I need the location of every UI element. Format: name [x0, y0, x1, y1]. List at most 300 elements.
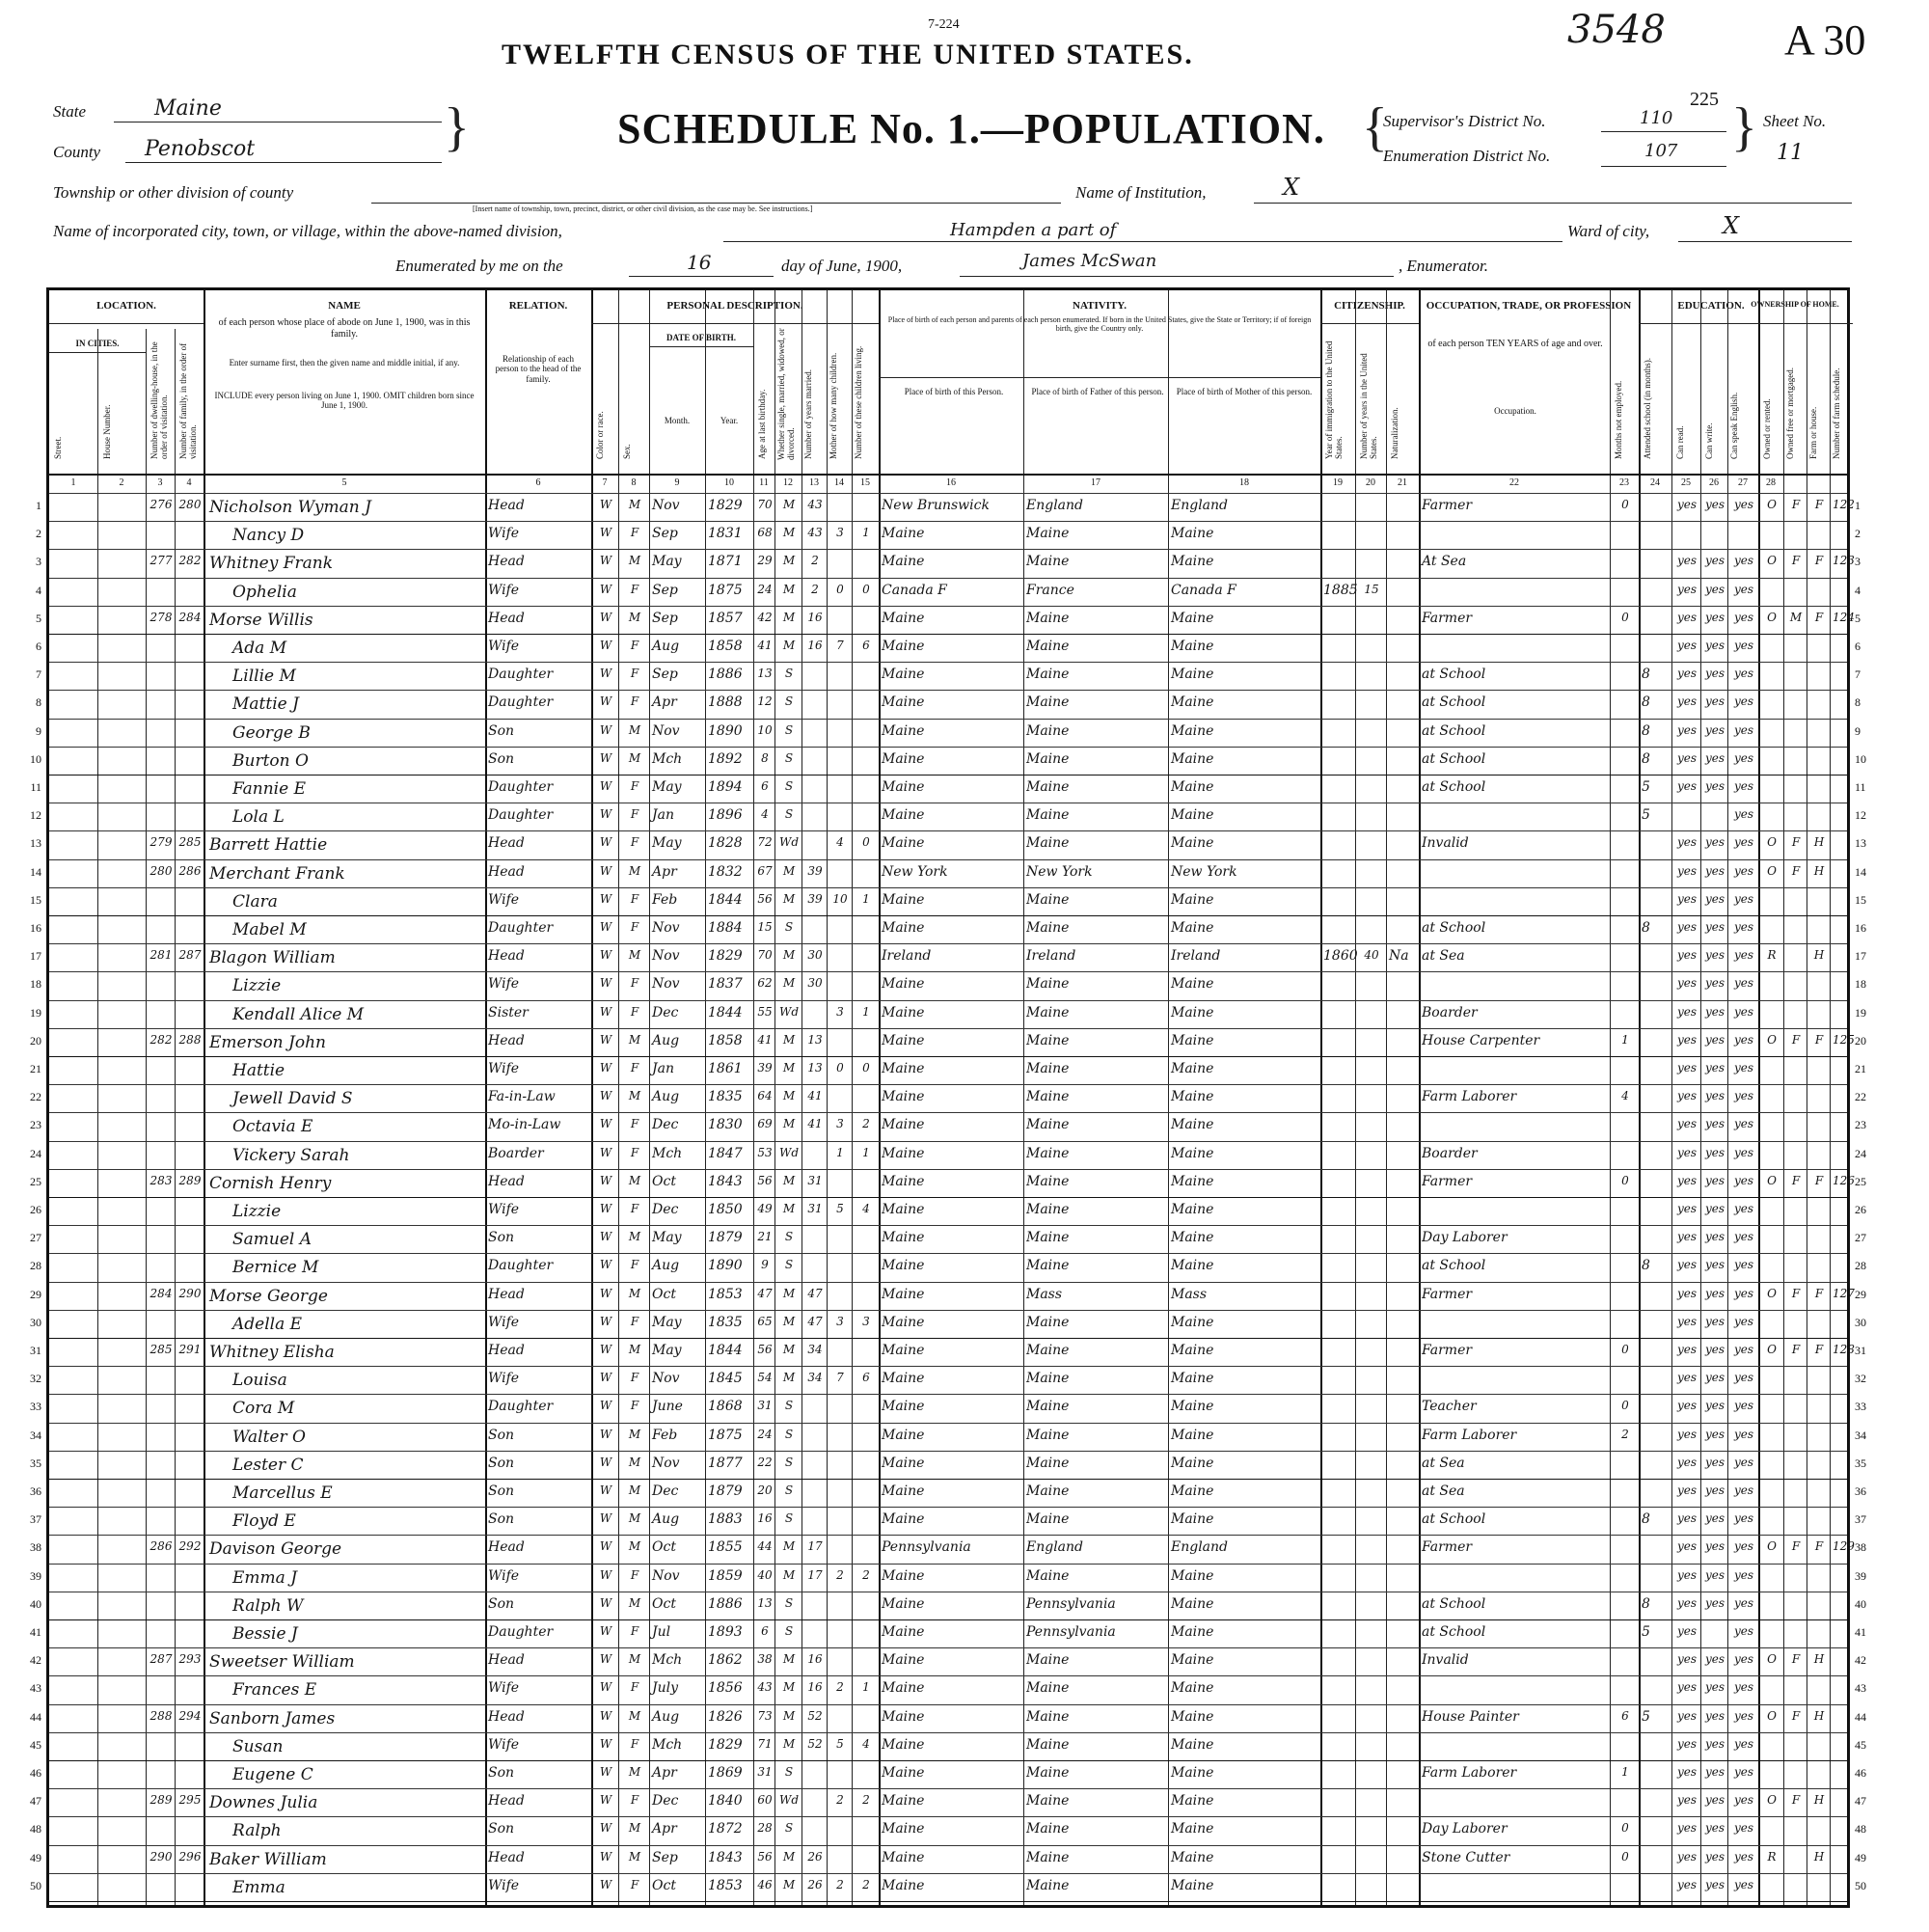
table-cell: at Sea [1422, 948, 1465, 965]
table-cell: W [599, 554, 612, 568]
table-cell: F [630, 920, 639, 934]
table-cell: M [782, 1202, 796, 1215]
table-cell: Aug [652, 1089, 680, 1105]
table-cell: July [652, 1680, 679, 1697]
table-cell: Maine [1171, 1258, 1214, 1274]
table-cell: Aug [652, 639, 680, 654]
line-number-right: 11 [1855, 780, 1866, 794]
table-cell: 47 [807, 1286, 823, 1300]
person-name: Cora M [232, 1399, 295, 1419]
table-cell: Maine [1026, 1511, 1070, 1528]
table-cell: yes [1676, 1595, 1698, 1610]
table-cell: yes [1733, 582, 1754, 596]
state-label: State [53, 102, 86, 121]
mother-of-head: Mother of how many children. [829, 352, 838, 459]
birth-mother-head: Place of birth of Mother of this person. [1176, 387, 1313, 396]
table-cell: Maine [882, 1032, 925, 1048]
table-cell: yes [1676, 1680, 1698, 1695]
table-cell: Wife [488, 1680, 520, 1697]
table-cell: 7 [836, 1371, 844, 1385]
table-cell: yes [1733, 1089, 1754, 1103]
table-cell: 65 [757, 1314, 773, 1328]
table-cell: 8 [1642, 920, 1650, 936]
table-cell: W [599, 1652, 612, 1667]
table-cell: Nov [652, 1455, 680, 1471]
table-cell: at School [1422, 1595, 1486, 1612]
table-cell: 8 [1642, 722, 1650, 739]
table-cell: O [1767, 835, 1777, 850]
table-cell: yes [1733, 1877, 1754, 1891]
table-cell: 0 [862, 835, 870, 850]
table-cell: yes [1704, 694, 1725, 709]
table-cell: Canada F [882, 582, 947, 598]
table-cell: yes [1733, 863, 1754, 878]
table-cell: Maine [1171, 1595, 1214, 1612]
table-cell: Maine [1026, 1652, 1070, 1669]
table-cell: S [784, 1595, 794, 1610]
table-cell: Sep [652, 667, 678, 683]
table-cell: yes [1733, 1004, 1754, 1019]
table-cell: Maine [882, 1314, 925, 1330]
occupation-desc: of each person TEN YEARS of age and over. [1427, 339, 1603, 349]
person-name: Ada M [232, 639, 287, 658]
table-cell: F [1814, 1539, 1824, 1554]
sheet-label: Sheet No. [1763, 112, 1827, 130]
table-cell: Maine [1171, 1427, 1214, 1443]
table-cell: Feb [652, 891, 678, 908]
table-cell: 292 [178, 1539, 202, 1554]
table-cell: Maine [1171, 976, 1214, 993]
table-cell: Maine [882, 526, 925, 542]
table-cell: Maine [1026, 1877, 1070, 1893]
person-name: Cornish Henry [209, 1173, 332, 1193]
table-cell: 1890 [708, 1258, 743, 1274]
table-cell: Maine [1026, 1821, 1070, 1837]
person-name: Floyd E [232, 1511, 296, 1532]
table-cell: W [599, 1793, 612, 1808]
table-cell: 1893 [708, 1624, 743, 1640]
months-not-employed-head: Months not employed. [1614, 380, 1623, 459]
table-cell: W [599, 1399, 612, 1413]
line-number-right: 33 [1855, 1400, 1866, 1414]
table-cell: H [1813, 1652, 1825, 1667]
table-cell: yes [1733, 948, 1754, 963]
table-cell: Maine [1171, 835, 1214, 852]
can-read-head: Can read. [1675, 425, 1685, 459]
institution-value: X [1283, 174, 1300, 201]
table-cell: W [599, 1089, 612, 1103]
name-include: INCLUDE every person living on June 1, 1900. OMIT children born since June 1, 1900. [214, 391, 475, 411]
table-cell: Oct [652, 1286, 676, 1302]
table-cell: Head [488, 1849, 525, 1865]
table-cell: yes [1676, 694, 1698, 709]
table-cell: 56 [757, 1343, 773, 1356]
table-cell: F [1791, 1173, 1801, 1187]
table-cell: 291 [178, 1343, 202, 1356]
person-name: Emma [232, 1877, 285, 1897]
color-head: Color or race. [595, 411, 605, 459]
column-number: 9 [674, 477, 680, 488]
table-cell: 286 [149, 1539, 173, 1554]
ward-value: X [1723, 212, 1740, 239]
table-cell: 8 [1642, 694, 1650, 711]
table-cell: Maine [1171, 1117, 1214, 1133]
table-cell: 52 [807, 1708, 823, 1723]
line-number-right: 29 [1855, 1287, 1866, 1301]
table-cell: yes [1704, 1680, 1725, 1695]
table-cell: W [599, 722, 612, 737]
table-cell: 2 [811, 554, 819, 568]
table-cell: 296 [178, 1849, 202, 1864]
table-cell: yes [1704, 1202, 1725, 1215]
table-cell: M [628, 863, 641, 878]
table-cell: Mch [652, 1145, 683, 1161]
table-cell: Nov [652, 948, 680, 965]
table-cell: F [1814, 1286, 1824, 1300]
enumeration-day: 16 [687, 251, 712, 274]
table-cell: 55 [757, 1004, 773, 1019]
table-cell: M [628, 722, 641, 737]
person-name: Samuel A [232, 1230, 312, 1250]
sex-head: Sex. [622, 444, 632, 459]
table-cell: Ireland [882, 948, 932, 965]
table-cell: yes [1733, 1567, 1754, 1582]
table-cell: yes [1733, 1314, 1754, 1328]
table-cell: yes [1733, 1258, 1754, 1272]
table-cell: yes [1733, 835, 1754, 850]
table-cell: 1868 [708, 1399, 743, 1415]
table-cell: 1857 [708, 610, 743, 626]
table-cell: Maine [1171, 639, 1214, 654]
column-number: 13 [809, 477, 819, 488]
table-cell: F [1791, 1652, 1801, 1667]
table-cell: Wd [778, 835, 799, 850]
table-cell: Maine [1026, 667, 1070, 683]
table-cell: 34 [807, 1371, 823, 1385]
table-cell: yes [1704, 1145, 1725, 1159]
table-cell: yes [1676, 920, 1698, 934]
table-cell: yes [1676, 891, 1698, 906]
table-cell: Daughter [488, 1399, 554, 1415]
table-cell: 43 [807, 526, 823, 540]
table-cell: 1879 [708, 1230, 743, 1246]
table-cell: W [599, 948, 612, 963]
city-label: Name of incorporated city, town, or village, within the above-named division, [53, 222, 562, 240]
column-number: 20 [1366, 477, 1375, 488]
table-cell: S [784, 1230, 794, 1244]
schedule-head: Number of farm schedule. [1832, 367, 1841, 459]
table-cell: at School [1422, 750, 1486, 767]
table-cell: yes [1704, 948, 1725, 963]
table-cell: 8 [1642, 1511, 1650, 1528]
table-cell: Wife [488, 1736, 520, 1753]
table-cell: yes [1733, 1511, 1754, 1526]
table-cell: Maine [1171, 1849, 1214, 1865]
table-cell: 5 [1642, 779, 1650, 795]
table-cell: Maine [882, 694, 925, 711]
table-cell: 2 [862, 1877, 870, 1891]
person-name: Adella E [232, 1314, 303, 1334]
table-cell: F [1814, 1032, 1824, 1047]
person-name: Nancy D [232, 526, 305, 546]
table-cell: 288 [178, 1032, 202, 1047]
table-cell: Maine [1171, 1004, 1214, 1020]
table-cell: W [599, 835, 612, 850]
table-cell: 290 [178, 1286, 202, 1300]
table-cell: F [630, 1314, 639, 1328]
table-cell: M [782, 1314, 796, 1328]
table-cell: W [599, 526, 612, 540]
table-cell: yes [1676, 1286, 1698, 1300]
table-cell: O [1767, 1343, 1777, 1356]
table-cell: 68 [757, 526, 773, 540]
table-cell: Maine [1026, 920, 1070, 936]
table-cell: Wife [488, 526, 520, 542]
table-cell: 34 [807, 1343, 823, 1356]
table-cell: 1869 [708, 1765, 743, 1781]
table-cell: M [782, 1343, 796, 1356]
table-cell: Dec [652, 1202, 679, 1217]
table-cell: 39 [757, 1061, 773, 1075]
table-cell: Sep [652, 610, 678, 626]
table-cell: S [784, 1258, 794, 1272]
table-cell: yes [1676, 1061, 1698, 1075]
children-living-head: Number of these children living. [854, 345, 863, 459]
table-cell: M [782, 1736, 796, 1751]
table-cell: yes [1704, 863, 1725, 878]
table-cell: 1886 [708, 1595, 743, 1612]
table-cell: W [599, 1595, 612, 1610]
line-number: 13 [30, 836, 41, 851]
line-number-right: 18 [1855, 977, 1866, 992]
table-cell: Nov [652, 1371, 680, 1387]
table-cell: yes [1676, 582, 1698, 596]
table-cell: yes [1704, 1286, 1725, 1300]
table-cell: Wife [488, 1202, 520, 1217]
line-number: 41 [30, 1625, 41, 1639]
table-cell: yes [1676, 1258, 1698, 1272]
table-cell: 60 [757, 1793, 773, 1808]
line-number: 9 [36, 723, 41, 738]
table-cell: Maine [882, 1455, 925, 1471]
table-cell: Son [488, 1511, 515, 1528]
table-cell: Sep [652, 526, 678, 542]
table-cell: Pennsylvania [1026, 1624, 1116, 1640]
table-cell: 2 [862, 1567, 870, 1582]
table-cell: yes [1733, 920, 1754, 934]
line-number-right: 26 [1855, 1203, 1866, 1216]
table-cell: Maine [882, 1765, 925, 1781]
person-name: Bernice M [232, 1258, 319, 1278]
table-cell: 1875 [708, 1427, 743, 1443]
person-name: Marcellus E [232, 1483, 333, 1503]
table-cell: 46 [757, 1877, 773, 1891]
table-cell: F [630, 526, 639, 540]
table-cell: 1832 [708, 863, 743, 880]
person-name: Frances E [232, 1680, 317, 1701]
table-cell: Dec [652, 1793, 679, 1810]
table-cell: Maine [882, 1173, 925, 1189]
table-cell: Maine [1171, 1567, 1214, 1584]
line-number-right: 9 [1855, 723, 1861, 738]
table-cell: 1884 [708, 920, 743, 936]
ed-label: Enumeration District No. [1383, 147, 1551, 165]
table-cell: Nov [652, 1567, 680, 1584]
table-cell: 24 [757, 582, 773, 596]
group-ownership: OWNERSHIP OF HOME. [1751, 300, 1839, 309]
table-cell: 1896 [708, 807, 743, 824]
line-number: 36 [30, 1484, 41, 1498]
table-cell: Mo-in-Law [488, 1117, 561, 1133]
table-cell: W [599, 1202, 612, 1215]
table-cell: 43 [807, 498, 823, 511]
table-cell: yes [1676, 1765, 1698, 1779]
table-cell: 30 [807, 976, 823, 991]
table-cell: Maine [1026, 1173, 1070, 1189]
table-cell: M [628, 1032, 641, 1047]
form-number: 7-224 [928, 17, 960, 32]
line-number: 6 [36, 639, 41, 653]
table-cell: yes [1676, 1145, 1698, 1159]
table-cell: yes [1733, 1202, 1754, 1215]
table-cell: 1860 [1323, 948, 1358, 965]
table-cell: Mch [652, 750, 683, 767]
page-number: 225 [1690, 89, 1719, 110]
column-number: 6 [535, 477, 541, 488]
table-cell: yes [1704, 582, 1725, 596]
table-cell: Maine [1026, 891, 1070, 908]
table-cell: June [652, 1399, 683, 1415]
table-cell: 1843 [708, 1173, 743, 1189]
table-cell: yes [1704, 610, 1725, 624]
table-cell: Maine [1026, 976, 1070, 993]
person-name: Baker William [209, 1849, 327, 1869]
table-cell: yes [1704, 1483, 1725, 1497]
table-cell: Head [488, 863, 525, 880]
table-cell: S [784, 667, 794, 681]
table-cell: W [599, 1173, 612, 1187]
table-cell: 6 [761, 1624, 769, 1638]
table-cell: 5 [1642, 1708, 1650, 1725]
table-cell: F [630, 639, 639, 652]
table-cell: yes [1704, 498, 1725, 511]
table-cell: H [1813, 1849, 1825, 1864]
table-cell: Maine [1026, 639, 1070, 654]
table-cell: Maine [1171, 920, 1214, 936]
table-cell: 276 [149, 498, 173, 511]
table-cell: Oct [652, 1539, 676, 1556]
line-number-right: 35 [1855, 1456, 1866, 1470]
table-cell: yes [1676, 1793, 1698, 1808]
table-cell: yes [1676, 976, 1698, 991]
sheet-value: 11 [1777, 141, 1804, 165]
table-cell: Daughter [488, 920, 554, 936]
table-cell: Maine [1171, 1821, 1214, 1837]
table-cell: O [1767, 610, 1777, 624]
table-cell: 278 [149, 610, 173, 624]
family-head: Number of family, in the order of visitation. [178, 342, 198, 459]
table-cell: 71 [757, 1736, 773, 1751]
table-cell: Maine [1171, 722, 1214, 739]
birth-person-head: Place of birth of this Person. [904, 387, 1004, 396]
table-cell: Boarder [488, 1145, 544, 1161]
table-cell: Maine [1026, 1061, 1070, 1076]
table-cell: W [599, 1117, 612, 1131]
table-cell: 0 [836, 1061, 844, 1075]
table-cell: Maine [882, 1004, 925, 1020]
table-cell: O [1767, 863, 1777, 878]
table-cell: Maine [1026, 1202, 1070, 1217]
table-cell: 29 [757, 554, 773, 568]
table-cell: 15 [757, 920, 773, 934]
table-cell: 40 [757, 1567, 773, 1582]
immigration-head: Year of immigration to the United States. [1324, 340, 1344, 459]
table-cell: Jan [652, 1061, 674, 1076]
table-cell: Day Laborer [1422, 1230, 1508, 1246]
table-cell: 13 [757, 667, 773, 681]
table-cell: W [599, 1736, 612, 1751]
table-cell: Day Laborer [1422, 1821, 1508, 1837]
table-cell: yes [1704, 1061, 1725, 1075]
table-cell: yes [1733, 1849, 1754, 1864]
table-cell: Wife [488, 1877, 520, 1893]
table-cell: H [1813, 835, 1825, 850]
table-cell: 16 [807, 1652, 823, 1667]
table-cell: 47 [757, 1286, 773, 1300]
table-cell: Maine [882, 1595, 925, 1612]
table-cell: Wd [778, 1004, 799, 1019]
table-cell: Maine [1171, 779, 1214, 795]
table-cell: yes [1676, 1117, 1698, 1131]
table-cell: yes [1704, 1173, 1725, 1187]
table-cell: Pennsylvania [882, 1539, 971, 1556]
table-cell: 0 [1621, 1399, 1629, 1413]
table-cell: Maine [1171, 1061, 1214, 1076]
table-cell: F [630, 1258, 639, 1272]
table-cell: yes [1676, 863, 1698, 878]
state-value: Maine [154, 96, 222, 121]
person-name: Susan [232, 1736, 284, 1756]
person-name: Fannie E [232, 779, 306, 799]
table-cell: 1837 [708, 976, 743, 993]
table-cell: yes [1676, 1624, 1698, 1638]
person-name: Nicholson Wyman J [209, 498, 371, 517]
table-cell: 5 [836, 1202, 844, 1215]
table-cell: 1844 [708, 1343, 743, 1358]
person-name: Walter O [232, 1427, 306, 1447]
table-cell: 1 [836, 1145, 844, 1159]
table-cell: 1850 [708, 1202, 743, 1217]
table-cell: 1894 [708, 779, 743, 795]
table-cell: 1886 [708, 667, 743, 683]
column-number: 3 [157, 477, 163, 488]
can-speak-head: Can speak English. [1729, 392, 1739, 459]
table-cell: 1 [862, 526, 870, 540]
table-cell: 1888 [708, 694, 743, 711]
table-cell: 1875 [708, 582, 743, 598]
table-cell: 4 [862, 1736, 870, 1751]
table-cell: 124 [1833, 610, 1855, 624]
person-name: Mabel M [232, 920, 307, 939]
table-cell: 70 [757, 948, 773, 963]
table-cell: Farmer [1422, 1343, 1473, 1358]
line-number: 32 [30, 1372, 41, 1386]
table-cell: F [1814, 1173, 1824, 1187]
line-number-right: 22 [1855, 1090, 1866, 1104]
table-cell: May [652, 779, 682, 795]
table-cell: Stone Cutter [1422, 1849, 1510, 1865]
table-cell: O [1767, 1286, 1777, 1300]
